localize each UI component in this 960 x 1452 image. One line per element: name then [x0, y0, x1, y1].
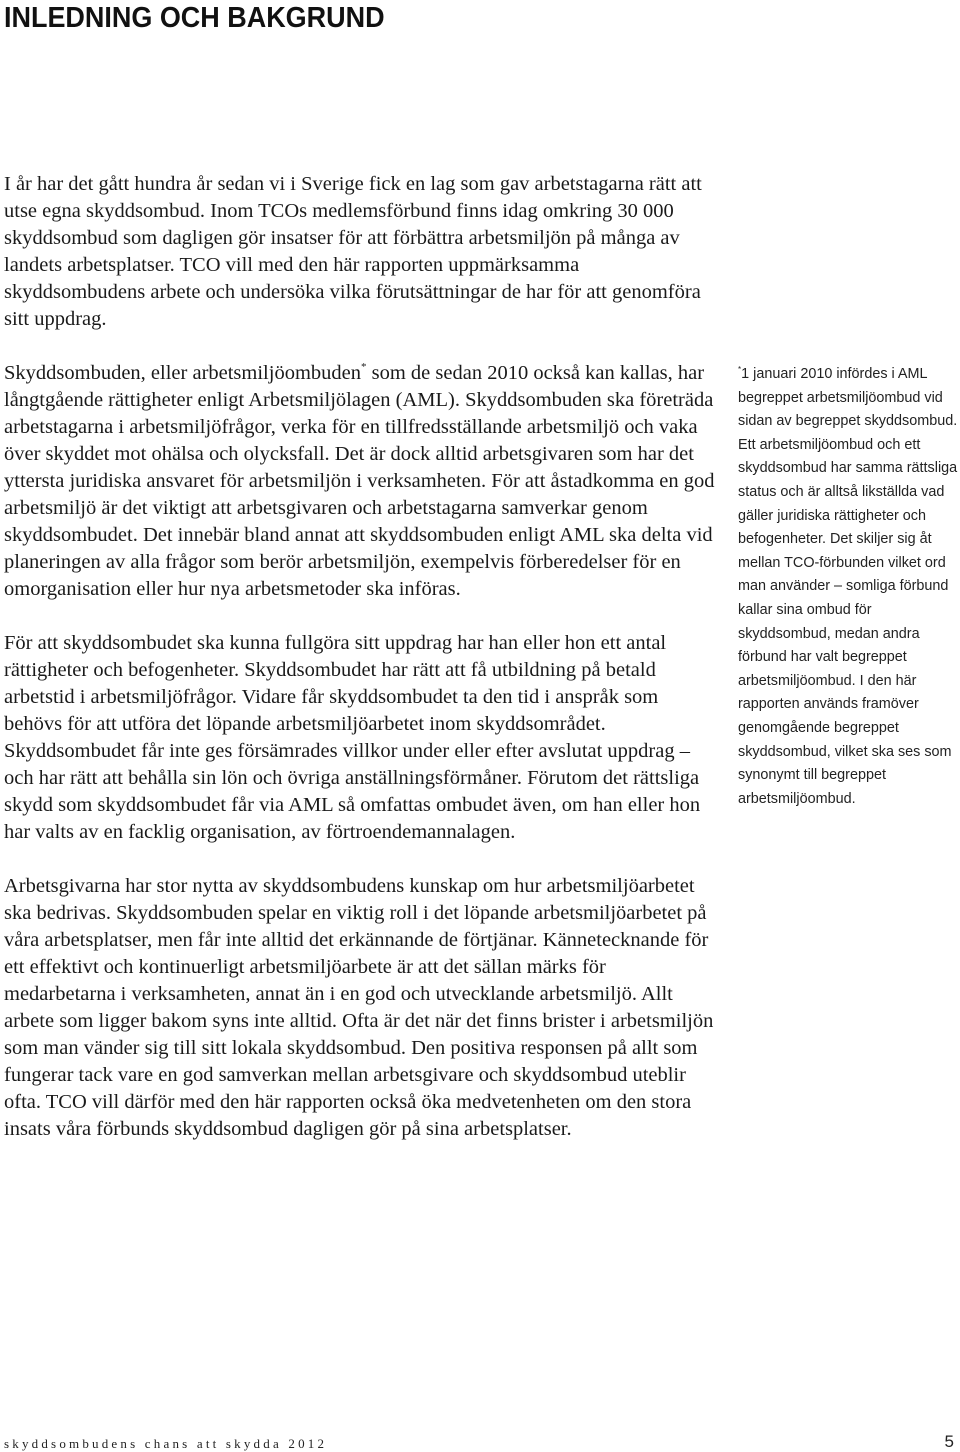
paragraph-intro: I år har det gått hundra år sedan vi i Sverige fick en lag som gav arbetstagarna rätt att utse egna skyddsombud. Inom TCOs medlemsförbund finns idag omkring 30 000 skyddsombud som dagligen gör insatser för att förbättra arbetsmiljön på många av landets arbetsplatser. TCO vill med den här rapporten uppmärksamma skyddsombudens arbete och undersöka vilka förutsättningar de har för att genomföra sitt uppdrag.: [4, 173, 702, 330]
footer-title: skyddsombudens chans att skydda 2012: [4, 1436, 328, 1451]
main-text: [4, 171, 720, 1170]
paragraph-employers: Arbetsgivarna har stor nytta av skyddsombudens kunskap om hur arbetsmiljöarbetet ska bedrivas. Skyddsombuden spelar en viktig roll i det löpande arbetsmiljöarbetet på våra arbetsplatser, men får inte alltid det erkännande de förtjänar. Kännetecknande för ett effektivt och kontinuerligt arbetsmiljöarbete är att det sällan märks för medarbetarna i verksamheten, annat än i en god och utvecklande arbetsmiljö. Allt arbete som ligger bakom syns inte alltid. Ofta är det när det finns brister i arbetsmiljön som man vänder sig till sitt lokala skyddsombud. Den positiva responsen på allt som fungerar tack vare en god samverkan mellan arbetsgivare och skyddsombud uteblir ofta. TCO vill därför med den här rapporten också öka medvetenheten om den stora insats våra förbunds skyddsombud dagligen gör på sina arbetsplatser.: [4, 875, 714, 1140]
page-heading: INLEDNING OCH BAKGRUND: [4, 2, 385, 34]
footnote-marker: *: [361, 361, 367, 373]
sidenote: [738, 363, 958, 811]
paragraph-skyddsombuden: [4, 360, 720, 603]
sidenote-text: 1 januari 2010 infördes i AML begreppet arbetsmiljöombud vid sidan av begreppet skyddsombud. Ett arbetsmiljöombud och ett skyddsombud har samma rättsliga status och är alltså likställda vad gäller juridiska rättigheter och befogenheter. Det skiljer sig åt mellan TCO-förbunden vilket ord man använder – somliga förbund kallar sina ombud för skyddsombud, medan andra förbund har valt begreppet arbetsmiljöombud. I den här rapporten används framöver genomgående begreppet skyddsombud, vilket ska ses som synonymt till begreppet arbetsmiljöombud.: [738, 366, 958, 807]
paragraph-rights: För att skyddsombudet ska kunna fullgöra sitt uppdrag har han eller hon ett antal rättigheter och befogenheter. Skyddsombudet har rätt att få utbildning på betald arbetstid i arbetsmiljöfrågor. Vidare får skyddsombudet ta den tid i anspråk som behövs för att utföra det löpande arbetsmiljöarbetet inom skyddsområdet. Skyddsombudet får inte ges försämrades villkor under eller efter avslutat uppdrag – och har rätt att behålla sin lön och övriga anställningsförmåner. Förutom det rättsliga skydd som skyddsombudet får via AML så omfattas ombudet även, om han eller hon har valts av en facklig organisation, av förtroendemannalagen.: [4, 632, 701, 843]
sidenote-marker: *: [738, 365, 742, 374]
page-number: 5: [944, 1432, 954, 1451]
paragraph-text-before-marker: Skyddsombuden, eller arbetsmiljöombuden: [4, 362, 361, 384]
paragraph-text-after-marker: som de sedan 2010 också kan kallas, har långtgående rättigheter enligt Arbetsmiljölagen (AML). Skyddsombuden ska företräda arbetstagarna i arbetsmiljöfrågor, verka för en tillfredsställande arbetsmiljö och vaka över skyddet mot ohälsa och olycksfall. Det är dock alltid arbetsgivaren som har det yttersta juridiska ansvaret för arbetsmiljön i verksamheten. För att åstadkomma en god arbetsmiljö är det viktigt att arbetsgivaren och arbetstagarna samverkar genom skyddsombudet. Det innebär bland annat att skyddsombuden enligt AML ska delta vid planeringen av alla frågor som berör arbetsmiljön, exempelvis förberedelser för en omorganisation eller hur nya arbetsmetoder ska införas.: [4, 362, 715, 600]
